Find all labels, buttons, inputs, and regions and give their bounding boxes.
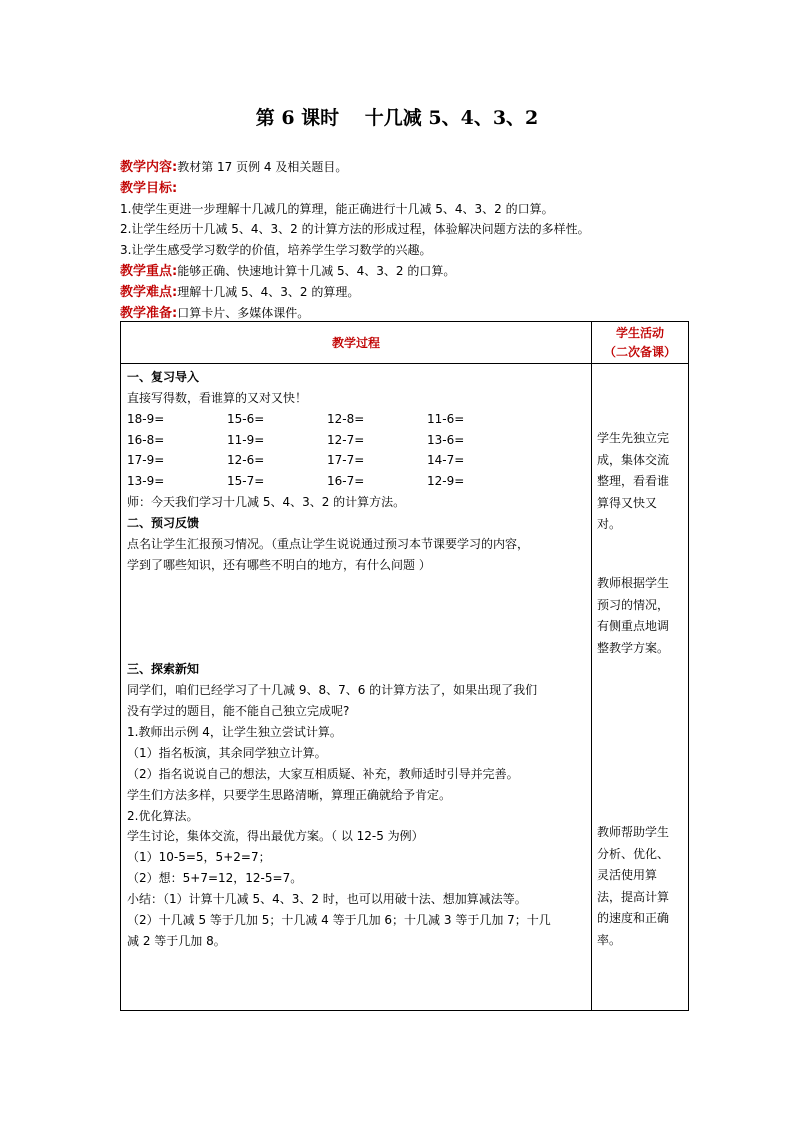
table-body-row xyxy=(121,364,689,1011)
side-note-preview xyxy=(597,573,681,659)
side-note-review xyxy=(597,428,681,536)
explore-line: 2.优化算法。 xyxy=(127,809,199,823)
explore-line: （2）十几减 5 等于几加 5；十几减 4 等于几加 6；十几减 3 等于几加 7；十几 xyxy=(127,913,551,927)
key-label: 教学重点: xyxy=(120,263,178,279)
side-note-line: 教师根据学生 xyxy=(597,576,670,590)
explore-line: 没有学过的题目，能不能自己独立完成呢? xyxy=(127,704,350,718)
prep-text: 口算卡片、多媒体课件。 xyxy=(177,305,310,320)
header-process: 教学过程 xyxy=(121,322,592,364)
side-note-explore xyxy=(597,822,681,952)
explore-line: 1.教师出示例 4，让学生独立尝试计算。 xyxy=(127,725,342,739)
side-note-line: 有侧重点地调 xyxy=(597,619,670,634)
review-intro: 直接写得数，看谁算的又对又快！ xyxy=(127,391,308,405)
exercise: 11-6= xyxy=(427,412,465,426)
side-note-line: 的速度和正确 xyxy=(597,911,670,926)
section-explore-title: 三、探索新知 xyxy=(127,662,200,676)
explore-line: 学生讨论，集体交流，得出最优方案。（ 以 12-5 为例） xyxy=(127,829,424,843)
side-note-line: 法，提高计算 xyxy=(597,889,670,904)
exercise: 11-9= xyxy=(227,433,265,447)
preview-line: 点名让学生汇报预习情况。（重点让学生说说通过预习本节课要学习的内容， xyxy=(127,537,530,551)
goal-row xyxy=(120,178,690,199)
explore-line: （1）指名板演，其余同学独立计算。 xyxy=(127,746,327,760)
difficulty-row xyxy=(120,282,690,303)
side-note-line: 整教学方案。 xyxy=(597,640,670,655)
prep-label: 教学准备: xyxy=(120,305,178,321)
page-title: 第 6 课时 十几减 5、4、3、2 xyxy=(255,107,539,129)
exercise: 18-9= xyxy=(127,412,165,426)
side-note-line: 教师帮助学生 xyxy=(597,825,670,839)
table-header-row xyxy=(121,322,689,364)
exercise: 15-7= xyxy=(227,474,265,488)
goal-item: 3.让学生感受学习数学的价值，培养学生学习数学的兴趣。 xyxy=(120,243,432,258)
side-note-line: 分析、优化、 xyxy=(597,846,670,861)
key-row xyxy=(120,261,690,282)
exercise: 12-8= xyxy=(327,412,365,426)
side-note-line: 学生先独立完 xyxy=(597,431,670,445)
content-label: 教学内容: xyxy=(120,160,178,175)
content-text: 教材第 17 页例 4 及相关题目。 xyxy=(177,160,348,174)
exercise: 14-7= xyxy=(427,453,465,467)
explore-line: 小结：（1）计算十几减 5、4、3、2 时，也可以用破十法、想加算减法等。 xyxy=(127,892,527,906)
header-activity-line1: 学生活动 xyxy=(615,325,664,340)
side-note-line: 算得又快又 xyxy=(597,495,658,510)
exercise: 12-7= xyxy=(327,433,365,447)
exercise: 12-9= xyxy=(427,474,465,488)
header-activity-line2: （二次备课） xyxy=(603,344,676,359)
exercise-row xyxy=(127,471,527,492)
exercise: 16-8= xyxy=(127,433,165,447)
teacher-intro: 师：今天我们学习十几减 5、4、3、2 的计算方法。 xyxy=(127,495,406,509)
process-cell xyxy=(121,364,592,1011)
goal-item: 1.使学生更进一步理解十几减几的算理，能正确进行十几减 5、4、3、2 的口算。 xyxy=(120,201,554,216)
key-text: 能够正确、快速地计算十几减 5、4、3、2 的口算。 xyxy=(177,263,456,278)
side-note-line: 预习的情况， xyxy=(597,597,670,612)
goal-label: 教学目标: xyxy=(120,180,178,196)
explore-line: 减 2 等于几加 8。 xyxy=(127,934,226,948)
exercise: 17-7= xyxy=(327,453,365,467)
exercise-row xyxy=(127,430,527,451)
exercise-row xyxy=(127,409,527,430)
exercise-row xyxy=(127,450,527,471)
section-preview-title: 二、预习反馈 xyxy=(127,516,200,530)
lesson-meta xyxy=(120,157,690,323)
side-note-line: 成，集体交流 xyxy=(597,452,670,467)
section-review-title: 一、复习导入 xyxy=(127,370,200,384)
exercise: 12-6= xyxy=(227,453,265,467)
preview-line: 学到了哪些知识，还有哪些不明白的地方，有什么问题 ） xyxy=(127,558,431,572)
explore-line: （2）想：5+7=12，12-5=7。 xyxy=(127,871,303,885)
goal-item: 2.让学生经历十几减 5、4、3、2 的计算方法的形成过程，体验解决问题方法的多样性。 xyxy=(120,222,590,237)
side-note-line: 灵活使用算 xyxy=(597,868,658,883)
difficulty-text: 理解十几减 5、4、3、2 的算理。 xyxy=(177,284,360,299)
lesson-table xyxy=(120,321,689,1011)
explore-line: （2）指名说说自己的想法，大家互相质疑、补充，教师适时引导并完善。 xyxy=(127,767,519,781)
header-activity xyxy=(592,322,689,364)
side-note-line: 率。 xyxy=(597,932,622,947)
exercise: 16-7= xyxy=(327,474,365,488)
exercise: 13-9= xyxy=(127,474,165,488)
exercise: 17-9= xyxy=(127,453,165,467)
content-row xyxy=(120,157,690,178)
difficulty-label: 教学难点: xyxy=(120,284,178,300)
side-note-line: 对。 xyxy=(597,517,622,532)
exercise: 13-6= xyxy=(427,433,465,447)
explore-line: 学生们方法多样，只要学生思路清晰，算理正确就给予肯定。 xyxy=(127,788,452,802)
side-note-line: 整理，看看谁 xyxy=(597,474,670,489)
explore-line: （1）10-5=5，5+2=7； xyxy=(127,850,271,864)
explore-line: 同学们，咱们已经学习了十几减 9、8、7、6 的计算方法了，如果出现了我们 xyxy=(127,683,538,697)
exercise: 15-6= xyxy=(227,412,265,426)
activity-cell xyxy=(592,364,689,1011)
